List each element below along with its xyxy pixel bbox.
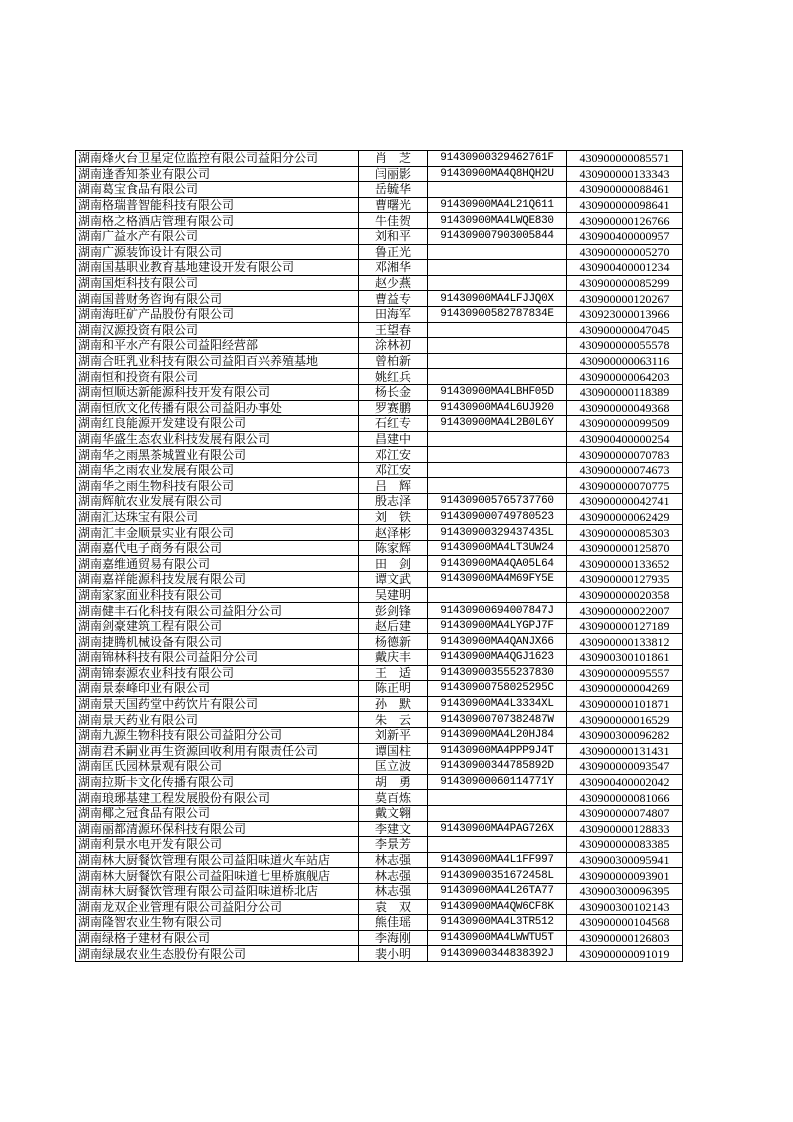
company-name-cell: 湖南广源装饰设计有限公司 — [76, 244, 359, 260]
credit-code-cell: 91430900MA4PAG726X — [428, 821, 567, 837]
company-name-cell: 湖南琅琊基建工程发展股份有限公司 — [76, 790, 359, 806]
credit-code-cell — [428, 587, 567, 603]
company-name-cell: 湖南恒和投资有限公司 — [76, 369, 359, 385]
legal-rep-cell: 姚红兵 — [359, 369, 428, 385]
table-row — [76, 665, 683, 681]
company-name-cell: 湖南汇达珠宝有限公司 — [76, 509, 359, 525]
legal-rep-cell: 谭国柱 — [359, 743, 428, 759]
credit-code-cell: 91430900MA4L26TA77 — [428, 883, 567, 899]
credit-code-cell — [428, 837, 567, 853]
table-row — [76, 681, 683, 697]
table-row — [76, 525, 683, 541]
registration-number-cell: 430900000095557 — [567, 665, 683, 681]
credit-code-cell — [428, 462, 567, 478]
registration-number-cell: 430900000133652 — [567, 556, 683, 572]
company-name-cell: 湖南和平水产有限公司益阳经营部 — [76, 338, 359, 354]
credit-code-cell: 91430900MA4L21Q611 — [428, 197, 567, 213]
company-name-cell: 湖南利景水电开发有限公司 — [76, 837, 359, 853]
registration-number-cell: 430900000081066 — [567, 790, 683, 806]
company-name-cell: 湖南广益水产有限公司 — [76, 228, 359, 244]
legal-rep-cell: 彭剑锋 — [359, 603, 428, 619]
registration-number-cell: 430900000125870 — [567, 540, 683, 556]
legal-rep-cell: 李海刚 — [359, 930, 428, 946]
registration-number-cell: 430900400001234 — [567, 260, 683, 276]
company-name-cell: 湖南林大厨餐饮有限公司益阳味道七里桥旗舰店 — [76, 868, 359, 884]
company-name-cell: 湖南丽都清源环保科技有限公司 — [76, 821, 359, 837]
legal-rep-cell: 岳毓华 — [359, 182, 428, 198]
credit-code-cell: 91430900344785892D — [428, 759, 567, 775]
registration-number-cell: 430900300101861 — [567, 650, 683, 666]
legal-rep-cell: 熊佳瑶 — [359, 915, 428, 931]
registration-number-cell: 430900000047045 — [567, 322, 683, 338]
registration-number-cell: 430900300102143 — [567, 899, 683, 915]
credit-code-cell: 91430900344838392J — [428, 946, 567, 962]
legal-rep-cell: 李建文 — [359, 821, 428, 837]
company-name-cell: 湖南嘉祥能源科技发展有限公司 — [76, 572, 359, 588]
registration-number-cell: 430900000085571 — [567, 151, 683, 167]
table-row — [76, 821, 683, 837]
credit-code-cell: 91430900MA4L20HJ84 — [428, 727, 567, 743]
company-name-cell: 湖南绿格子建材有限公司 — [76, 930, 359, 946]
company-name-cell: 湖南恒顺达新能源科技开发有限公司 — [76, 384, 359, 400]
legal-rep-cell: 曹益专 — [359, 291, 428, 307]
table-row — [76, 400, 683, 416]
registration-number-cell: 430900000127189 — [567, 618, 683, 634]
legal-rep-cell: 陈家辉 — [359, 540, 428, 556]
credit-code-cell: 914309007903005844 — [428, 228, 567, 244]
registration-number-cell: 430900000063116 — [567, 353, 683, 369]
company-name-cell: 湖南景天国药堂中药饮片有限公司 — [76, 696, 359, 712]
legal-rep-cell: 石红专 — [359, 416, 428, 432]
table-row — [76, 291, 683, 307]
credit-code-cell — [428, 790, 567, 806]
legal-rep-cell: 赵泽彬 — [359, 525, 428, 541]
credit-code-cell: 91430900MA4QA05L64 — [428, 556, 567, 572]
company-name-cell: 湖南家家面业科技有限公司 — [76, 587, 359, 603]
credit-code-cell — [428, 431, 567, 447]
registration-number-cell: 430900000016529 — [567, 712, 683, 728]
registration-number-cell: 430900000074673 — [567, 462, 683, 478]
registration-number-cell: 430900300095941 — [567, 852, 683, 868]
table-row — [76, 883, 683, 899]
credit-code-cell: 914309003294627​61F — [428, 151, 567, 167]
company-name-cell: 湖南汇丰金顺景实业有限公司 — [76, 525, 359, 541]
table-row — [76, 275, 683, 291]
table-row — [76, 587, 683, 603]
table-row — [76, 837, 683, 853]
company-name-cell: 湖南景天药业有限公司 — [76, 712, 359, 728]
table-row — [76, 447, 683, 463]
credit-code-cell: 914309003555237830 — [428, 665, 567, 681]
registration-number-cell: 430900000127935 — [567, 572, 683, 588]
legal-rep-cell: 曹曙光 — [359, 197, 428, 213]
company-name-cell: 湖南隆智农业生物有限公司 — [76, 915, 359, 931]
registration-number-cell: 430900000049368 — [567, 400, 683, 416]
credit-code-cell: 91430900MA4LBHF05D — [428, 384, 567, 400]
company-name-cell: 湖南龙双企业管理有限公司益阳分公司 — [76, 899, 359, 915]
legal-rep-cell: 牛佳贺 — [359, 213, 428, 229]
registration-number-cell: 430900000055578 — [567, 338, 683, 354]
legal-rep-cell: 戴文翱 — [359, 805, 428, 821]
company-name-cell: 湖南华盛生态农业科技发展有限公司 — [76, 431, 359, 447]
company-name-cell: 湖南林大厨餐饮管理有限公司益阳味道桥北店 — [76, 883, 359, 899]
legal-rep-cell: 裴小明 — [359, 946, 428, 962]
credit-code-cell — [428, 805, 567, 821]
table-row — [76, 384, 683, 400]
company-name-cell: 湖南国基职业教育基地建设开发有限公司 — [76, 260, 359, 276]
legal-rep-cell: 曾柏新 — [359, 353, 428, 369]
table-row — [76, 930, 683, 946]
credit-code-cell — [428, 369, 567, 385]
legal-rep-cell: 朱 云 — [359, 712, 428, 728]
registration-number-cell: 430900400000957 — [567, 228, 683, 244]
registration-number-cell: 430900000101871 — [567, 696, 683, 712]
table-row — [76, 915, 683, 931]
credit-code-cell: 91430900758025295C — [428, 681, 567, 697]
credit-code-cell: 91430900MA4LYGPJ7F — [428, 618, 567, 634]
table-row — [76, 462, 683, 478]
registration-number-cell: 430900000104568 — [567, 915, 683, 931]
registration-number-cell: 430900000062429 — [567, 509, 683, 525]
registration-number-cell: 430900000022007 — [567, 603, 683, 619]
company-name-cell: 湖南汉源投资有限公司 — [76, 322, 359, 338]
legal-rep-cell: 田海军 — [359, 306, 428, 322]
legal-rep-cell: 戴庆丰 — [359, 650, 428, 666]
legal-rep-cell: 刘新平 — [359, 727, 428, 743]
table-row — [76, 790, 683, 806]
table-row — [76, 540, 683, 556]
company-name-cell: 湖南捷腾机械设备有限公司 — [76, 634, 359, 650]
registration-number-cell: 430900000005270 — [567, 244, 683, 260]
table-row — [76, 805, 683, 821]
credit-code-cell — [428, 275, 567, 291]
credit-code-cell: 914309005765737760 — [428, 494, 567, 510]
company-name-cell: 湖南景泰峰印业有限公司 — [76, 681, 359, 697]
legal-rep-cell: 闫丽影 — [359, 166, 428, 182]
company-name-cell: 湖南华之雨生物科技有限公司 — [76, 478, 359, 494]
legal-rep-cell: 莫百炼 — [359, 790, 428, 806]
credit-code-cell: 91430900MA4QANJX66 — [428, 634, 567, 650]
credit-code-cell: 91430900MA4LWWTU5T — [428, 930, 567, 946]
legal-rep-cell: 谭文武 — [359, 572, 428, 588]
legal-rep-cell: 邓江安 — [359, 447, 428, 463]
credit-code-cell: 91430900707382487W — [428, 712, 567, 728]
table-row — [76, 774, 683, 790]
legal-rep-cell: 赵少燕 — [359, 275, 428, 291]
registration-number-cell: 430923000013966 — [567, 306, 683, 322]
credit-code-cell: 91430900351672458L — [428, 868, 567, 884]
legal-rep-cell: 赵后建 — [359, 618, 428, 634]
table-row — [76, 634, 683, 650]
legal-rep-cell: 邓湘华 — [359, 260, 428, 276]
legal-rep-cell: 罗赛鹏 — [359, 400, 428, 416]
registration-number-cell: 430900000118389 — [567, 384, 683, 400]
registration-number-cell: 430900000093901 — [567, 868, 683, 884]
company-name-cell: 湖南剑豪建筑工程有限公司 — [76, 618, 359, 634]
registration-number-cell: 430900000133812 — [567, 634, 683, 650]
registration-number-cell: 430900000126766 — [567, 213, 683, 229]
registration-number-cell: 430900000074807 — [567, 805, 683, 821]
credit-code-cell: 91430900MA4LT3UW24 — [428, 540, 567, 556]
credit-code-cell — [428, 244, 567, 260]
legal-rep-cell: 涂林初 — [359, 338, 428, 354]
table-row — [76, 494, 683, 510]
table-row — [76, 556, 683, 572]
legal-rep-cell: 王 适 — [359, 665, 428, 681]
credit-code-cell: 91430900MA4QGJ1623 — [428, 650, 567, 666]
credit-code-cell: 91430900MA4L6UJ920 — [428, 400, 567, 416]
registration-number-cell: 430900000085299 — [567, 275, 683, 291]
credit-code-cell: 91430900MA4M69FY5E — [428, 572, 567, 588]
registration-number-cell: 430900000126803 — [567, 930, 683, 946]
registration-number-cell: 430900300096282 — [567, 727, 683, 743]
company-name-cell: 湖南格之格酒店管理有限公司 — [76, 213, 359, 229]
registration-number-cell: 430900400000254 — [567, 431, 683, 447]
table-row — [76, 696, 683, 712]
table-row — [76, 182, 683, 198]
table-row — [76, 322, 683, 338]
legal-rep-cell: 陈正明 — [359, 681, 428, 697]
table-row — [76, 197, 683, 213]
company-name-cell: 湖南绿晟农业生态股份有限公司 — [76, 946, 359, 962]
company-name-cell: 湖南林大厨餐饮管理有限公司益阳味道火车站店 — [76, 852, 359, 868]
registration-number-cell: 430900000083385 — [567, 837, 683, 853]
legal-rep-cell: 胡 勇 — [359, 774, 428, 790]
company-name-cell: 湖南锦泰源农业科技有限公司 — [76, 665, 359, 681]
company-name-cell: 湖南华之雨农业发展有限公司 — [76, 462, 359, 478]
credit-code-cell — [428, 338, 567, 354]
table-row — [76, 743, 683, 759]
legal-rep-cell: 邓江安 — [359, 462, 428, 478]
table-row — [76, 572, 683, 588]
company-name-cell: 湖南逢香知茶业有限公司 — [76, 166, 359, 182]
company-name-cell: 湖南国炬科技有限公司 — [76, 275, 359, 291]
registration-number-cell: 430900000064203 — [567, 369, 683, 385]
credit-code-cell — [428, 182, 567, 198]
company-name-cell: 湖南匡氏园林景观有限公司 — [76, 759, 359, 775]
company-name-cell: 湖南合旺乳业科技有限公司益阳百兴养殖基地 — [76, 353, 359, 369]
legal-rep-cell: 吴建明 — [359, 587, 428, 603]
registration-number-cell: 430900000004269 — [567, 681, 683, 697]
company-name-cell: 湖南健丰石化科技有限公司益阳分公司 — [76, 603, 359, 619]
company-name-cell: 湖南拉斯卡文化传播有限公司 — [76, 774, 359, 790]
credit-code-cell — [428, 447, 567, 463]
registration-number-cell: 430900000088461 — [567, 182, 683, 198]
credit-code-cell: 91430900694007847J — [428, 603, 567, 619]
legal-rep-cell: 杨长金 — [359, 384, 428, 400]
company-name-cell: 湖南椰之冠食品有限公司 — [76, 805, 359, 821]
table-row — [76, 618, 683, 634]
table-row — [76, 946, 683, 962]
legal-rep-cell: 袁 双 — [359, 899, 428, 915]
table-row — [76, 868, 683, 884]
legal-rep-cell: 殷志泽 — [359, 494, 428, 510]
legal-rep-cell: 林志强 — [359, 852, 428, 868]
registration-number-cell: 430900400002042 — [567, 774, 683, 790]
registration-number-cell: 430900000091019 — [567, 946, 683, 962]
registration-number-cell: 430900000042741 — [567, 494, 683, 510]
legal-rep-cell: 李景芳 — [359, 837, 428, 853]
registration-number-cell: 430900300096395 — [567, 883, 683, 899]
table-row — [76, 369, 683, 385]
company-name-cell: 湖南君禾嗣业再生资源回收利用有限责任公司 — [76, 743, 359, 759]
credit-code-cell: 91430900582787834E — [428, 306, 567, 322]
legal-rep-cell: 林志强 — [359, 868, 428, 884]
legal-rep-cell: 吕 辉 — [359, 478, 428, 494]
company-name-cell: 湖南嘉代电子商务有限公司 — [76, 540, 359, 556]
table-row — [76, 338, 683, 354]
registration-number-cell: 430900000020358 — [567, 587, 683, 603]
legal-rep-cell: 田 剑 — [359, 556, 428, 572]
credit-code-cell: 91430900MA4Q8HQH2U — [428, 166, 567, 182]
registration-number-cell: 430900000093547 — [567, 759, 683, 775]
table-row — [76, 306, 683, 322]
company-name-cell: 湖南华之雨黑茶城置业有限公司 — [76, 447, 359, 463]
legal-rep-cell: 王望春 — [359, 322, 428, 338]
registration-number-cell: 430900000133343 — [567, 166, 683, 182]
table-row — [76, 244, 683, 260]
company-name-cell: 湖南嘉维通贸易有限公司 — [76, 556, 359, 572]
table-row — [76, 650, 683, 666]
credit-code-cell — [428, 322, 567, 338]
company-name-cell: 湖南九源生物科技有限公司益阳分公司 — [76, 727, 359, 743]
company-name-cell: 湖南红良能源开发建设有限公司 — [76, 416, 359, 432]
table-row — [76, 759, 683, 775]
credit-code-cell: 91430900MA4L1FF997 — [428, 852, 567, 868]
credit-code-cell: 91430900MA4LWQE830 — [428, 213, 567, 229]
table-row — [76, 151, 683, 167]
legal-rep-cell: 杨德新 — [359, 634, 428, 650]
registration-number-cell: 430900000128833 — [567, 821, 683, 837]
registration-number-cell: 430900000131431 — [567, 743, 683, 759]
credit-code-cell: 91430900MA4QW6CF8K — [428, 899, 567, 915]
table-row — [76, 899, 683, 915]
table-body — [76, 151, 683, 962]
table-row — [76, 213, 683, 229]
table-row — [76, 416, 683, 432]
table-row — [76, 166, 683, 182]
company-name-cell: 湖南锦林科技有限公司益阳分公司 — [76, 650, 359, 666]
legal-rep-cell: 鲁正光 — [359, 244, 428, 260]
credit-code-cell: 91430900MA4LFJJQ0X — [428, 291, 567, 307]
credit-code-cell: 91430900MA4L3TR512 — [428, 915, 567, 931]
company-name-cell: 湖南烽火台卫星定位监控有限公司益阳分公司 — [76, 151, 359, 167]
credit-code-cell: 91430900MA4L3334XL — [428, 696, 567, 712]
company-name-cell: 湖南格瑞普智能科技有限公司 — [76, 197, 359, 213]
credit-code-cell — [428, 353, 567, 369]
legal-rep-cell: 昌建中 — [359, 431, 428, 447]
table-row — [76, 478, 683, 494]
credit-code-cell: 91430900060114771Y — [428, 774, 567, 790]
registration-number-cell: 430900000070775 — [567, 478, 683, 494]
company-name-cell: 湖南葛宝食品有限公司 — [76, 182, 359, 198]
company-name-cell: 湖南国普财务咨询有限公司 — [76, 291, 359, 307]
registration-number-cell: 430900000099509 — [567, 416, 683, 432]
table-row — [76, 228, 683, 244]
table-row — [76, 712, 683, 728]
registration-number-cell: 430900000085303 — [567, 525, 683, 541]
company-name-cell: 湖南恒欣文化传播有限公司益阳办事处 — [76, 400, 359, 416]
legal-rep-cell: 匡立波 — [359, 759, 428, 775]
legal-rep-cell: 刘和平 — [359, 228, 428, 244]
company-registry-table — [75, 150, 683, 962]
registration-number-cell: 430900000070783 — [567, 447, 683, 463]
credit-code-cell: 91430900MA4PPP9J4T — [428, 743, 567, 759]
table-row — [76, 260, 683, 276]
legal-rep-cell: 肖 芝 — [359, 151, 428, 167]
credit-code-cell: 91430900329437435L — [428, 525, 567, 541]
table-row — [76, 509, 683, 525]
registration-number-cell: 430900000098641 — [567, 197, 683, 213]
table-row — [76, 603, 683, 619]
credit-code-cell — [428, 478, 567, 494]
table-row — [76, 727, 683, 743]
company-name-cell: 湖南辉航农业发展有限公司 — [76, 494, 359, 510]
legal-rep-cell: 林志强 — [359, 883, 428, 899]
credit-code-cell: 91430900MA4L2B0L6Y — [428, 416, 567, 432]
credit-code-cell — [428, 260, 567, 276]
table-row — [76, 353, 683, 369]
legal-rep-cell: 刘 铁 — [359, 509, 428, 525]
table-row — [76, 852, 683, 868]
credit-code-cell: 914309000749780523 — [428, 509, 567, 525]
company-name-cell: 湖南海旺矿产品股份有限公司 — [76, 306, 359, 322]
table-row — [76, 431, 683, 447]
registration-number-cell: 430900000120267 — [567, 291, 683, 307]
legal-rep-cell: 孙 默 — [359, 696, 428, 712]
